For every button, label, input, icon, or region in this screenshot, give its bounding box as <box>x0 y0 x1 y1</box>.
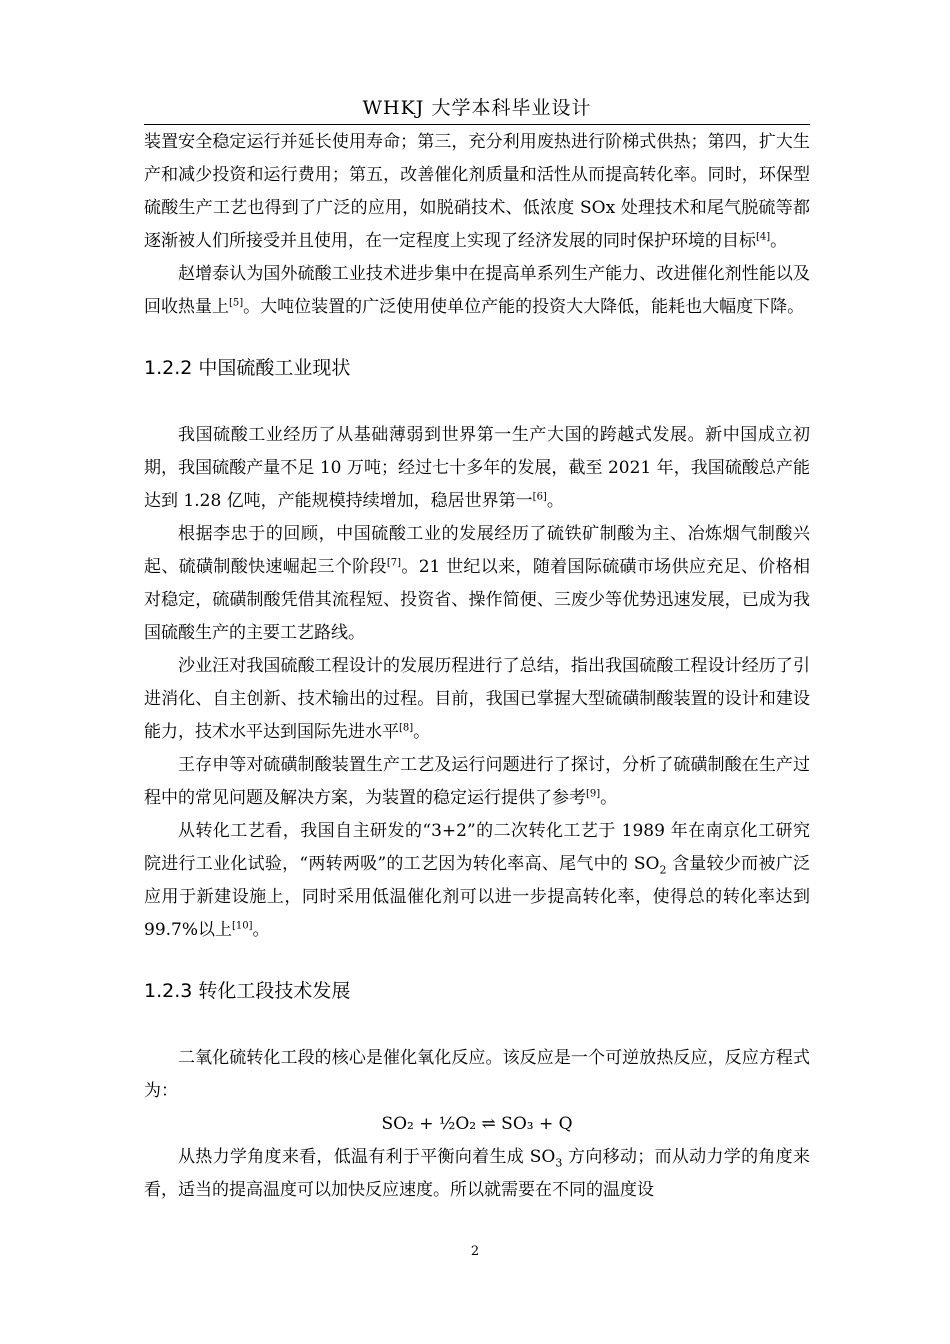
paragraph-1: 装置安全稳定运行并延长使用寿命；第三，充分利用废热进行阶梯式供热；第四，扩大生产和减少投资和运行费用；第五，改善催化剂质量和活性从而提高转化率。同时，环保型硫酸生产工艺也得到了广泛的应用，如脱硝技术、低浓度 SOx 处理技术和尾气脱硫等都逐渐被人们所接受并且使用，在一定程度上实现了经济发展的同时保护环境的目标[4]。 <box>144 132 810 251</box>
paragraph-6: 王存申等对硫磺制酸装置生产工艺及运行问题进行了探讨，分析了硫磺制酸在生产过程中的常见问题及解决方案，为装置的稳定运行提供了参考[9]。 <box>144 755 810 808</box>
citation-7: [7] <box>386 557 402 569</box>
citation-6: [6] <box>532 491 547 503</box>
paragraph-8: 二氧化硫转化工段的核心是催化氧化反应。该反应是一个可逆放热反应，反应方程式为： <box>144 1048 810 1101</box>
header-rule <box>144 124 810 125</box>
paragraph-5: 沙业汪对我国硫酸工程设计的发展历程进行了总结，指出我国硫酸工程设计经历了引进消化、自主创新、技术输出的过程。目前，我国已掌握大型硫磺制酸装置的设计和建设能力，技术水平达到国际先进水平[8]。 <box>144 656 810 742</box>
paragraph-3: 我国硫酸工业经历了从基础薄弱到世界第一生产大国的跨越式发展。新中国成立初期，我国硫酸产量不足 10 万吨；经过七十多年的发展，截至 2021 年，我国硫酸总产能达到 1.28 亿吨，产能规模持续增加，稳居世界第一[6]。 <box>144 425 810 511</box>
section-heading-1-2-3: 1.2.3 转化工段技术发展 <box>144 980 351 1002</box>
section-heading-1-2-2: 1.2.2 中国硫酸工业现状 <box>144 357 351 379</box>
paragraph-7: 从转化工艺看，我国自主研发的“3+2”的二次转化工艺于 1989 年在南京化工研究院进行工业化试验，“两转两吸”的工艺因为转化率高、尾气中的 $SO_2$ 含量较少而被广泛应用于新建设施上，同时采用低温催化剂可以进一步提高转化率，使得总的转化率达到 99.7%以上[10]。 <box>144 821 810 940</box>
citation-4: [4] <box>756 231 771 243</box>
paragraph-2: 赵增泰认为国外硫酸工业技术进步集中在提高单系列生产能力、改进催化剂性能以及回收热量上[5]。大吨位装置的广泛使用使单位产能的投资大大降低，能耗也大幅度下降。 <box>144 264 810 317</box>
citation-9: [9] <box>586 788 601 800</box>
page-header: WHKJ 大学本科毕业设计 <box>362 97 592 119</box>
paragraph-4: 根据李忠于的回顾，中国硫酸工业的发展经历了硫铁矿制酸为主、冶炼烟气制酸兴起、硫磺制酸快速崛起三个阶段[7]。21 世纪以来，随着国际硫磺市场供应充足、价格相对稳定，硫磺制酸凭借其流程短、投资省、操作简便、三废少等优势迅速发展，已成为我国硫酸生产的主要工艺路线。 <box>144 524 810 643</box>
reaction-equation: SO₂ + ½O₂ ⇌ SO₃ + Q <box>381 1114 573 1134</box>
citation-5: [5] <box>229 297 244 309</box>
paragraph-9: 从热力学角度来看，低温有利于平衡向着生成 $SO_3$ 方向移动；而从动力学的角度来看，适当的提高温度可以加快反应速度。所以就需要在不同的温度设 <box>144 1147 810 1200</box>
page-number: 2 <box>470 1244 480 1259</box>
document-body <box>144 126 810 1207</box>
citation-8: [8] <box>399 722 414 734</box>
citation-10: [10] <box>232 920 253 932</box>
